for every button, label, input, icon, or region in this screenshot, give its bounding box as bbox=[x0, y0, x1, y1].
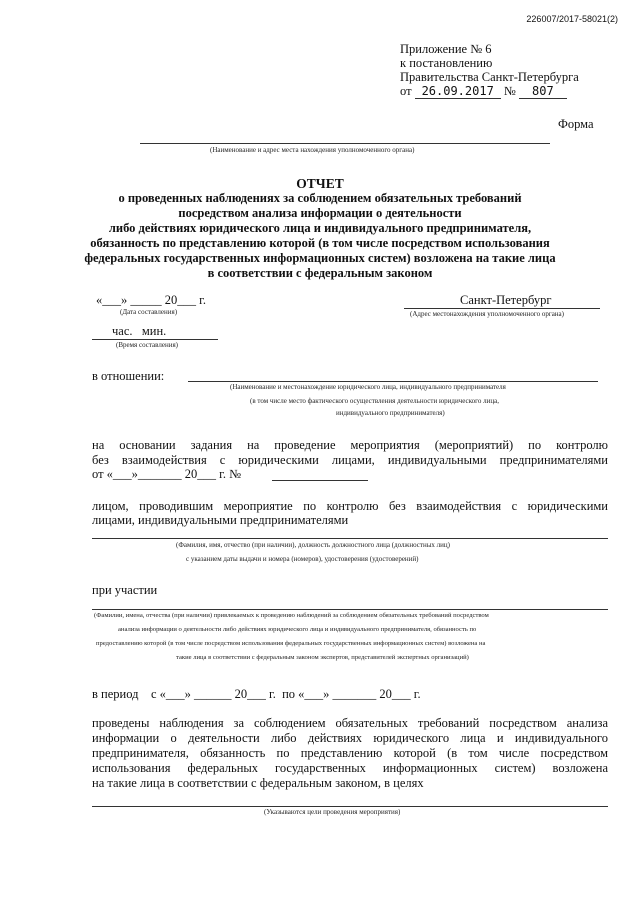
participation-caption3: предоставлению которой (в том числе посредством использования федеральных государственных информационных систем) возложена на bbox=[96, 640, 486, 647]
participation-caption2: анализа информации о деятельности либо действиях юридического лица и индивидуального предпринимателя, обязанность по bbox=[118, 626, 477, 633]
participation-caption4: такие лица в соответствии с федеральным законом экспертов, представителей экспертных организаций) bbox=[176, 654, 469, 661]
appendix-num-value: 807 bbox=[519, 84, 567, 99]
participation-line bbox=[92, 609, 608, 610]
authority-caption: (Наименование и адрес места нахождения уполномоченного органа) bbox=[210, 146, 415, 154]
conducted-line3: предпринимателя, обязанность по представлению которой (в том числе посредством bbox=[92, 746, 608, 760]
conducted-line5: на такие лица в соответствии с федеральным законом, в целях bbox=[92, 776, 424, 790]
conducted-line4: использования федеральных государственных информационных систем) возложена bbox=[92, 761, 608, 775]
compile-time: час. мин. bbox=[112, 324, 167, 338]
compile-date-caption: (Дата составления) bbox=[120, 308, 178, 316]
title-line1: ОТЧЕТ bbox=[296, 176, 344, 191]
city-caption: (Адрес местонахождения уполномоченного органа) bbox=[410, 310, 564, 318]
participation-caption1: (Фамилии, имена, отчества (при наличии) привлекаемых к проведению наблюдений за соблюдением обязательных требований посредством bbox=[94, 612, 489, 619]
title-line7: в соответствии с федеральным законом bbox=[207, 266, 433, 280]
regarding-caption1: (Наименование и местонахождение юридического лица, индивидуального предпринимателя bbox=[230, 383, 506, 391]
appendix-line2: к постановлению bbox=[400, 56, 493, 70]
basis-line3: от «___»_______ 20___ г. № bbox=[92, 467, 242, 481]
basis-line1: на основании задания на проведение мероприятия (мероприятий) по контролю bbox=[92, 438, 608, 452]
person-line1: лицом, проводившим мероприятие по контролю без взаимодействия с юридическими bbox=[92, 499, 608, 513]
period: в период с «___» ______ 20___ г. по «___» _______ 20___ г. bbox=[92, 687, 421, 701]
form-label: Форма bbox=[558, 117, 594, 131]
participation-label: при участии bbox=[92, 583, 158, 597]
appendix-line1: Приложение № 6 bbox=[400, 42, 492, 56]
time-caption: (Время составления) bbox=[116, 341, 179, 349]
title-line3: посредством анализа информации о деятельности bbox=[178, 206, 462, 220]
compile-date: «___» _____ 20___ г. bbox=[96, 293, 206, 307]
conducted-line2: информации о деятельности либо действиях юридического лица и индивидуального bbox=[92, 731, 608, 745]
basis-number-line bbox=[272, 480, 368, 481]
appendix-num-prefix: № bbox=[503, 84, 516, 98]
title-line6: федеральных государственных информационных систем) возложена на такие лица bbox=[84, 251, 556, 265]
appendix-date-prefix: от bbox=[400, 84, 412, 98]
purpose-caption: (Указываются цели проведения мероприятия) bbox=[264, 808, 401, 816]
authority-line bbox=[140, 143, 550, 144]
regarding-caption2: (в том числе место фактического осуществления деятельности юридического лица, bbox=[250, 397, 499, 405]
appendix-line3: Правительства Санкт-Петербурга bbox=[400, 70, 579, 84]
appendix-date-value: 26.09.2017 bbox=[415, 84, 501, 99]
conducted-line1: проведены наблюдения за соблюдением обязательных требований посредством анализа bbox=[92, 716, 608, 730]
person-caption2: с указанием даты выдачи и номера (номеров), удостоверения (удостоверений) bbox=[186, 555, 419, 563]
title-line2: о проведенных наблюдениях за соблюдением обязательных требований bbox=[118, 191, 522, 205]
title-line4: либо действиях юридического лица и индивидуального предпринимателя, bbox=[108, 221, 532, 235]
basis-line2: без взаимодействия с юридическими лицами, индивидуальными предпринимателями bbox=[92, 453, 608, 467]
person-line2: лицами, индивидуальными предпринимателями bbox=[92, 513, 349, 527]
appendix-date-row bbox=[400, 84, 579, 99]
city: Санкт-Петербург bbox=[460, 293, 552, 307]
doc-number: 226007/2017-58021(2) bbox=[526, 14, 618, 24]
person-line bbox=[92, 538, 608, 539]
report-title bbox=[60, 176, 580, 281]
regarding-label: в отношении: bbox=[92, 369, 165, 383]
regarding-caption3: индивидуального предпринимателя) bbox=[336, 409, 445, 417]
person-caption1: (Фамилия, имя, отчество (при наличии), должность должностного лица (должностных лиц) bbox=[176, 541, 450, 549]
appendix-block bbox=[400, 42, 579, 99]
title-line5: обязанность по представлению которой (в том числе посредством использования bbox=[90, 236, 550, 250]
